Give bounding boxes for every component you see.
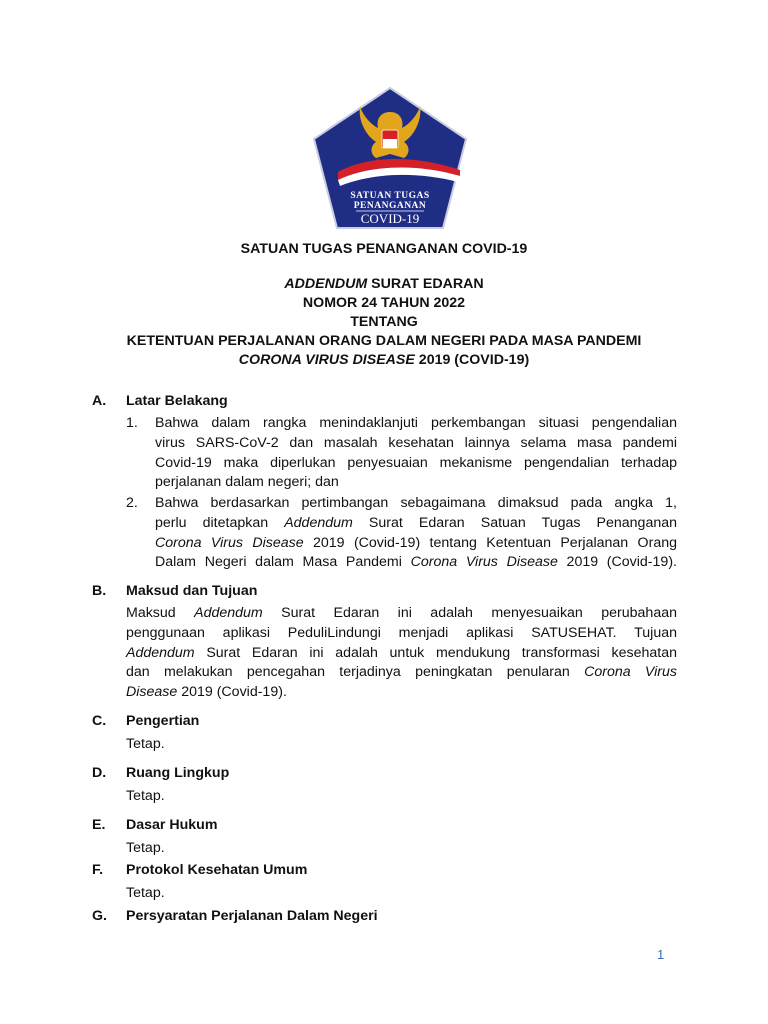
section-b-italic: Addendum <box>126 644 195 661</box>
item-2-text: Dalam Negeri dalam Masa Pandemi <box>155 554 411 571</box>
section-b-text: Surat Edaran ini adalah untuk mendukung transformasi kesehatan <box>194 644 677 661</box>
section-c-body: Tetap. <box>126 736 165 752</box>
subject-line: KETENTUAN PERJALANAN ORANG DALAM NEGERI PADA MASA PANDEMI <box>126 333 642 349</box>
section-e-title: Dasar Hukum <box>126 817 218 833</box>
section-f-body: Tetap. <box>126 885 165 901</box>
item-2-line <box>155 534 677 554</box>
item-2-line <box>155 553 677 573</box>
section-d-body: Tetap. <box>126 788 165 804</box>
item-2-line <box>155 514 677 534</box>
section-b-text: dan melakukan pencegahan terjadinya peningkatan penularan <box>126 664 585 681</box>
section-a-item-2 <box>155 494 677 573</box>
item-1-number: 1. <box>126 415 138 431</box>
section-b-line <box>126 663 677 683</box>
section-b-line <box>126 683 677 703</box>
item-2-line: Bahwa berdasarkan pertimbangan sebagaimana dimaksud pada angka 1, <box>155 495 677 511</box>
section-b-letter: B. <box>92 583 107 599</box>
section-a-item-1 <box>155 414 677 493</box>
item-2-text: Surat Edaran Satuan Tugas Penanganan <box>352 514 678 531</box>
satgas-covid19-logo <box>310 84 470 232</box>
logo-text-line1: SATUAN TUGAS <box>350 191 430 201</box>
section-a-title: Latar Belakang <box>126 393 228 409</box>
organization-title: SATUAN TUGAS PENANGANAN COVID-19 <box>240 241 528 257</box>
item-1-line: Covid-19 maka diperlukan penyesuaian mekanisme pengendalian terhadap <box>155 454 677 471</box>
section-f-title: Protokol Kesehatan Umum <box>126 862 308 878</box>
section-b-line <box>126 604 677 624</box>
section-d-letter: D. <box>92 765 107 781</box>
section-e-letter: E. <box>92 817 106 833</box>
document-title <box>0 275 768 370</box>
nomor-line: NOMOR 24 TAHUN 2022 <box>302 295 466 311</box>
section-g-title: Persyaratan Perjalanan Dalam Negeri <box>126 908 378 924</box>
disease-line <box>0 351 768 370</box>
item-2-text: perlu ditetapkan <box>155 514 285 531</box>
tentang-line: TENTANG <box>350 314 418 330</box>
section-b-body <box>126 604 677 703</box>
logo-text-line2: PENANGANAN <box>353 201 427 211</box>
section-b-text: Surat Edaran ini adalah menyesuaikan perubahaan <box>262 605 677 621</box>
section-b-text: 2019 (Covid-19). <box>177 684 287 701</box>
item-2-italic: Corona Virus Disease <box>155 534 304 551</box>
addendum-line <box>0 275 768 294</box>
disease-italic: CORONA VIRUS DISEASE <box>238 352 415 368</box>
addendum-rest: SURAT EDARAN <box>367 276 484 292</box>
section-g-letter: G. <box>92 908 107 924</box>
disease-rest: 2019 (COVID-19) <box>414 352 530 368</box>
section-b-italic: Corona Virus <box>584 664 677 681</box>
item-2-text: 2019 (Covid-19). <box>557 554 677 571</box>
logo-text-line3: COVID-19 <box>360 211 420 226</box>
item-2-number: 2. <box>126 495 138 511</box>
section-c-title: Pengertian <box>126 713 200 729</box>
section-c-letter: C. <box>92 713 107 729</box>
section-e-body: Tetap. <box>126 840 165 856</box>
item-2-italic: Corona Virus Disease <box>410 554 558 571</box>
item-1-line: perjalanan dalam negeri; dan <box>155 474 339 491</box>
section-b-italic: Disease <box>126 684 178 701</box>
item-2-text: 2019 (Covid-19) tentang Ketentuan Perjalanan Orang <box>303 534 677 551</box>
section-b-line: penggunaan aplikasi PeduliLindungi menjadi aplikasi SATUSEHAT. Tujuan <box>126 624 677 641</box>
item-1-line: Bahwa dalam rangka menindaklanjuti perkembangan situasi pengendalian <box>155 415 677 431</box>
section-b-italic: Addendum <box>194 605 263 621</box>
section-b-text: Maksud <box>126 605 195 621</box>
item-1-line: virus SARS-CoV-2 dan masalah kesehatan lainnya selama masa pandemi <box>155 434 677 451</box>
item-2-italic: Addendum <box>284 514 353 531</box>
page-number: 1 <box>657 947 665 962</box>
section-d-title: Ruang Lingkup <box>126 765 230 781</box>
section-b-title: Maksud dan Tujuan <box>126 583 258 599</box>
section-b-line <box>126 644 677 664</box>
section-f-letter: F. <box>92 862 104 878</box>
addendum-italic: ADDENDUM <box>284 276 368 292</box>
section-a-letter: A. <box>92 393 107 409</box>
